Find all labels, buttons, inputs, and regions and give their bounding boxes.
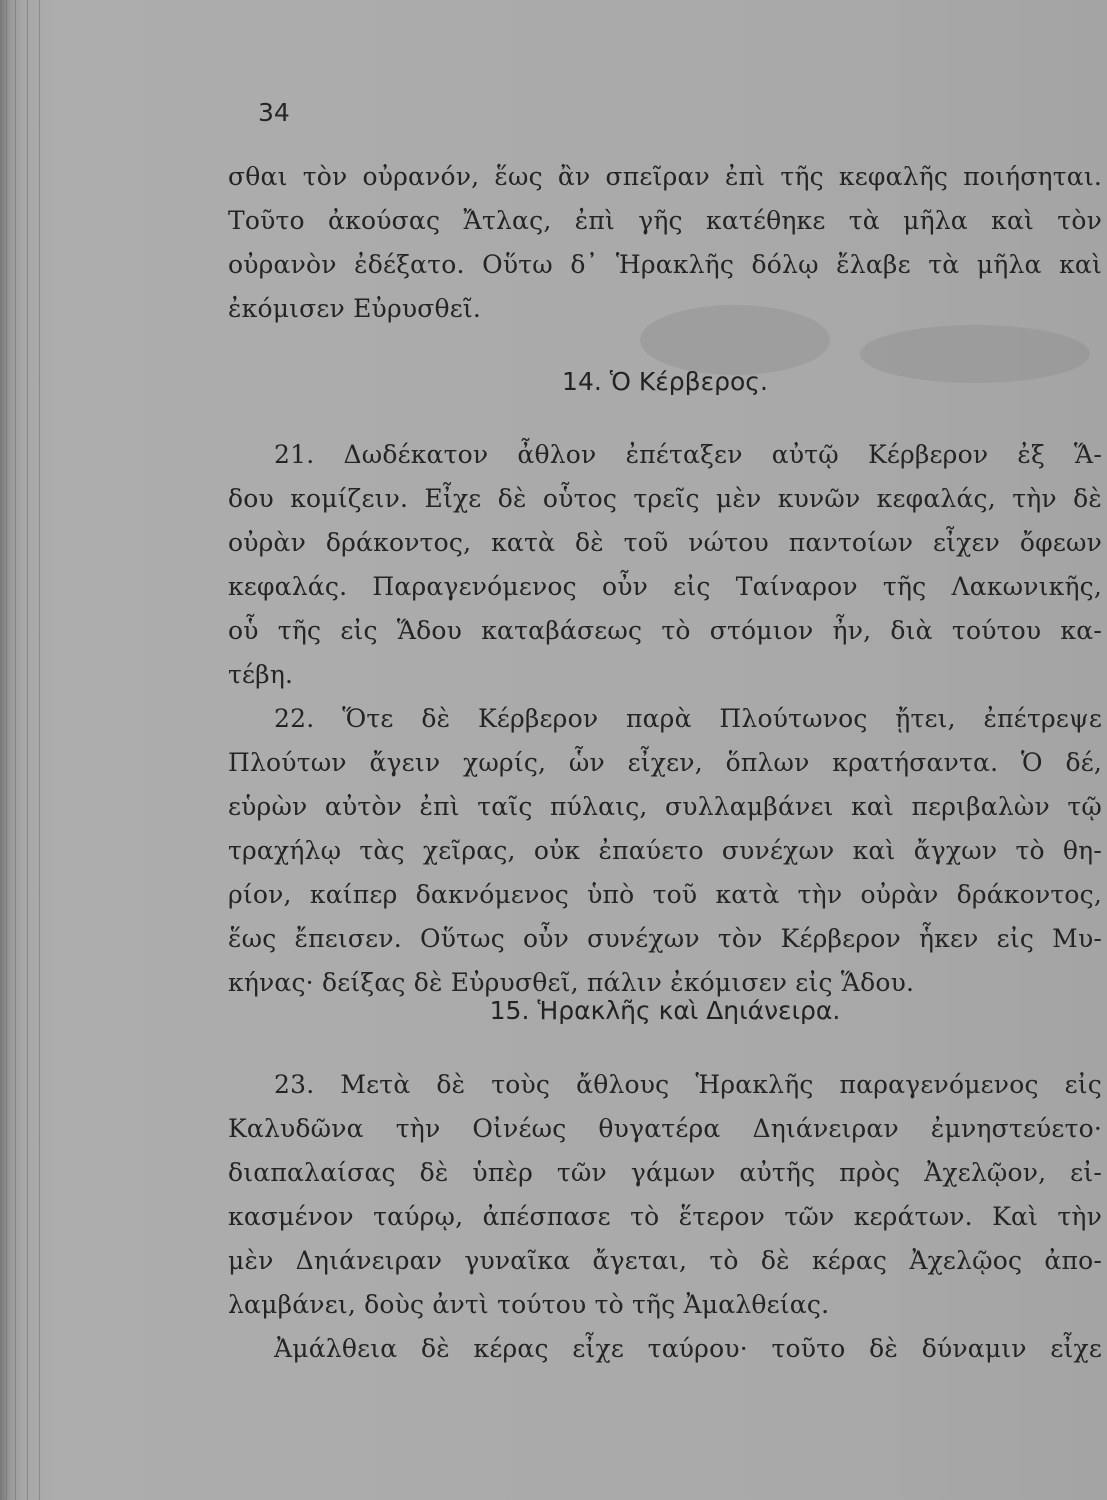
text-line: 22. Ὅτε δὲ Κέρβερον παρὰ Πλούτωνος ᾔτει, ἐπέτρεψε: [274, 704, 1102, 733]
text-line: ἐκόμισεν Εὐρυσθεῖ.: [228, 294, 482, 323]
page-number: 34: [258, 98, 290, 127]
text-line: ἕως ἔπεισεν. Οὕτως οὖν συνέχων τὸν Κέρβερον ἧκεν εἰς Μυ-: [228, 924, 1102, 953]
text-line: λαμβάνει, δοὺς ἀντὶ τούτου τὸ τῆς Ἀμαλθείας.: [228, 1290, 830, 1319]
section-heading-14: 14. Ὁ Κέρβερος.: [562, 367, 768, 396]
text-line: μὲν Δηιάνειραν γυναῖκα ἄγεται, τὸ δὲ κέρας Ἀχελῷος ἀπο-: [228, 1246, 1102, 1275]
text-line: Καλυδῶνα τὴν Οἰνέως θυγατέρα Δηιάνειραν ἐμνηστεύετο·: [228, 1114, 1102, 1143]
page-gutter-edge: [15, 0, 16, 1500]
section-heading-15: 15. Ἡρακλῆς καὶ Δηιάνειρα.: [489, 996, 841, 1025]
text-line: σθαι τὸν οὐρανόν, ἕως ἂν σπεῖραν ἐπὶ τῆς κεφαλῆς ποιήσηται.: [228, 162, 1102, 191]
page-gutter-edge: [27, 0, 28, 1500]
text-line: 21. Δωδέκατον ἆθλον ἐπέταξεν αὐτῷ Κέρβερον ἐξ Ἅ-: [274, 440, 1102, 469]
text-line: οὐρανὸν ἐδέξατο. Οὕτω δ᾽ Ἡρακλῆς δόλῳ ἔλαβε τὰ μῆλα καὶ: [228, 250, 1102, 279]
text-line: κασμένον ταύρῳ, ἀπέσπασε τὸ ἕτερον τῶν κεράτων. Καὶ τὴν: [228, 1202, 1102, 1231]
text-line: κεφαλάς. Παραγενόμενος οὖν εἰς Ταίναρον τῆς Λακωνικῆς,: [228, 572, 1102, 601]
text-line: διαπαλαίσας δὲ ὑπὲρ τῶν γάμων αὐτῆς πρὸς Ἀχελῷον, εἰ-: [228, 1158, 1102, 1187]
text-line: Τοῦτο ἀκούσας Ἄτλας, ἐπὶ γῆς κατέθηκε τὰ μῆλα καὶ τὸν: [228, 206, 1102, 235]
text-line: οὗ τῆς εἰς Ἅδου καταβάσεως τὸ στόμιον ἦν, διὰ τούτου κα-: [228, 616, 1102, 645]
text-line: εὑρὼν αὐτὸν ἐπὶ ταῖς πύλαις, συλλαμβάνει καὶ περιβαλὼν τῷ: [228, 792, 1102, 821]
text-line: τραχήλῳ τὰς χεῖρας, οὐκ ἐπαύετο συνέχων καὶ ἄγχων τὸ θη-: [228, 836, 1102, 865]
text-line: τέβη.: [228, 660, 294, 689]
page-gutter-edge: [6, 0, 7, 1500]
text-line: κήνας· δείξας δὲ Εὐρυσθεῖ, πάλιν ἐκόμισεν εἰς Ἅδου.: [228, 968, 915, 997]
text-line: δου κομίζειν. Εἶχε δὲ οὗτος τρεῖς μὲν κυνῶν κεφαλάς, τὴν δὲ: [228, 484, 1102, 513]
text-line: Πλούτων ἄγειν χωρίς, ὧν εἶχεν, ὅπλων κρατήσαντα. Ὁ δέ,: [228, 748, 1102, 777]
text-line: 23. Μετὰ δὲ τοὺς ἄθλους Ἡρακλῆς παραγενόμενος εἰς: [274, 1070, 1102, 1099]
text-line: ρίον, καίπερ δακνόμενος ὑπὸ τοῦ κατὰ τὴν οὐρὰν δράκοντος,: [228, 880, 1102, 909]
page-gutter-edge: [39, 0, 40, 1500]
text-line: οὐρὰν δράκοντος, κατὰ δὲ τοῦ νώτου παντοίων εἶχεν ὄφεων: [228, 528, 1102, 557]
text-line: Ἀμάλθεια δὲ κέρας εἶχε ταύρου· τοῦτο δὲ δύναμιν εἶχε: [274, 1334, 1102, 1363]
